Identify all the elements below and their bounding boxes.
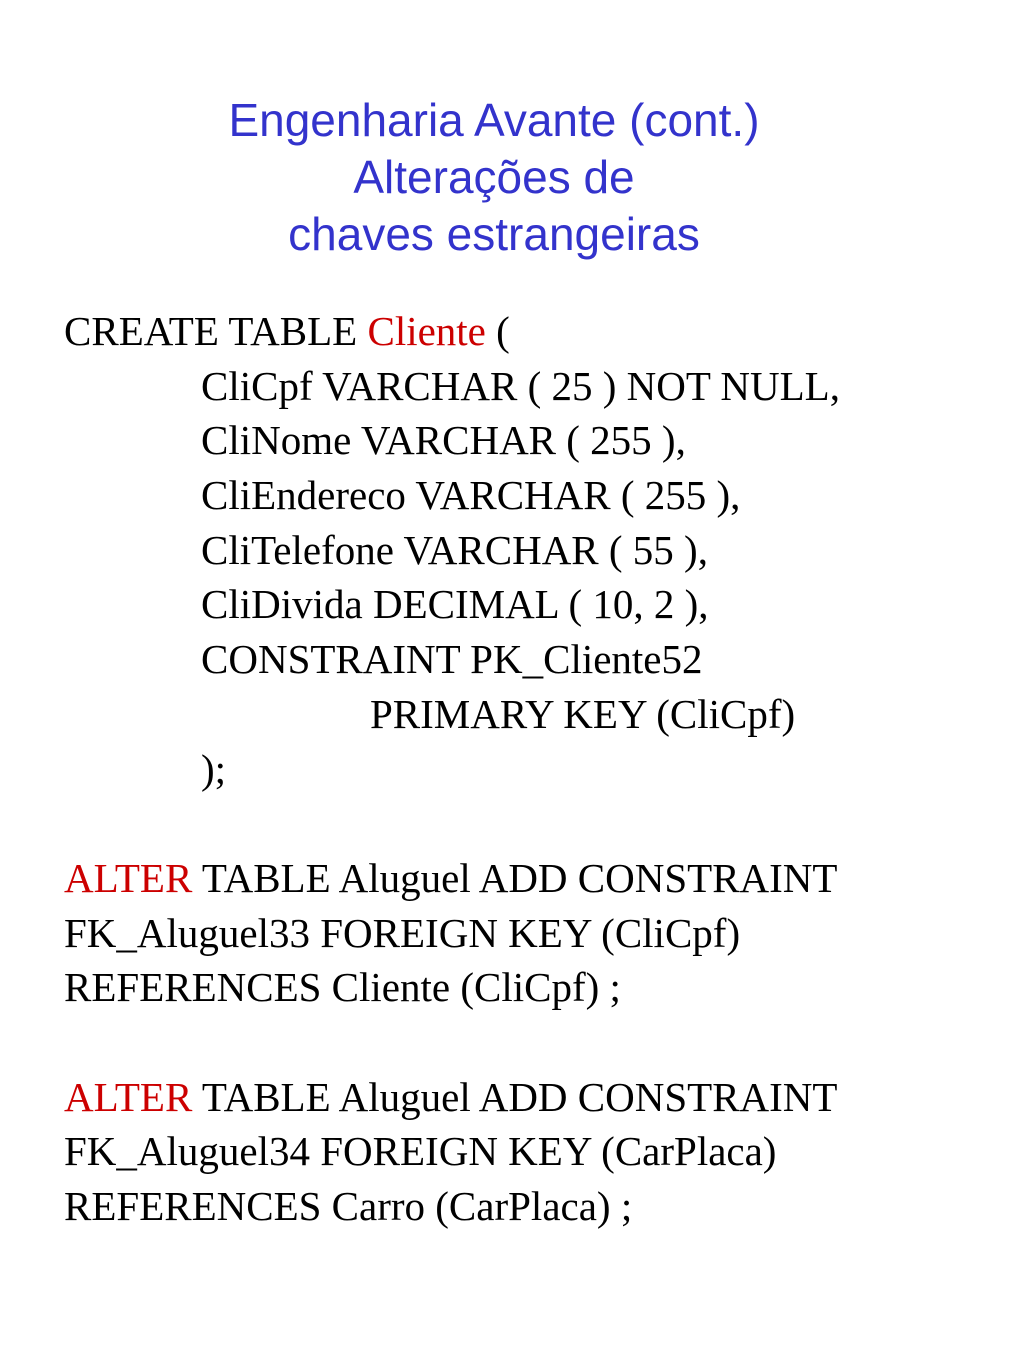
create-table-keyword: CREATE TABLE [64,308,368,354]
column-def-clicpf: CliCpf VARCHAR ( 25 ) NOT NULL, [201,362,840,409]
alter-2-keyword: ALTER [64,1073,193,1120]
title-line-3: chaves estrangeiras [288,208,700,260]
create-table-name: Cliente [367,308,486,354]
constraint-def: CONSTRAINT PK_Cliente52 [201,636,703,683]
create-table-close: ); [201,745,227,792]
column-def-clidivida: CliDivida DECIMAL ( 10, 2 ), [201,581,709,628]
alter-1-line-1 [64,851,994,906]
blank-line [64,1015,994,1070]
slide-title [0,92,988,263]
title-line-1: Engenharia Avante (cont.) [228,94,760,146]
column-def-clinome: CliNome VARCHAR ( 255 ), [201,417,686,464]
sql-code-block [64,304,994,1234]
alter-1-keyword: ALTER [64,854,193,901]
alter-2-line-1 [64,1070,994,1125]
blank-line [64,796,994,851]
alter-1-line-2: FK_Aluguel33 FOREIGN KEY (CliCpf) [64,909,741,956]
column-def-cliendereco: CliEndereco VARCHAR ( 255 ), [201,472,741,519]
title-line-2: Alterações de [353,151,635,203]
alter-2-line-2: FK_Aluguel34 FOREIGN KEY (CarPlaca) [64,1128,777,1175]
alter-2-line-3: REFERENCES Carro (CarPlaca) ; [64,1183,633,1229]
create-table-line [64,304,994,359]
alter-1-line-3: REFERENCES Cliente (CliCpf) ; [64,964,621,1011]
alter-2-rest: TABLE Aluguel ADD CONSTRAINT [192,1073,838,1120]
primary-key-def: PRIMARY KEY (CliCpf) [370,690,796,737]
column-def-clitelefone: CliTelefone VARCHAR ( 55 ), [201,526,708,573]
create-table-open-paren: ( [485,308,510,354]
alter-1-rest: TABLE Aluguel ADD CONSTRAINT [192,854,838,901]
